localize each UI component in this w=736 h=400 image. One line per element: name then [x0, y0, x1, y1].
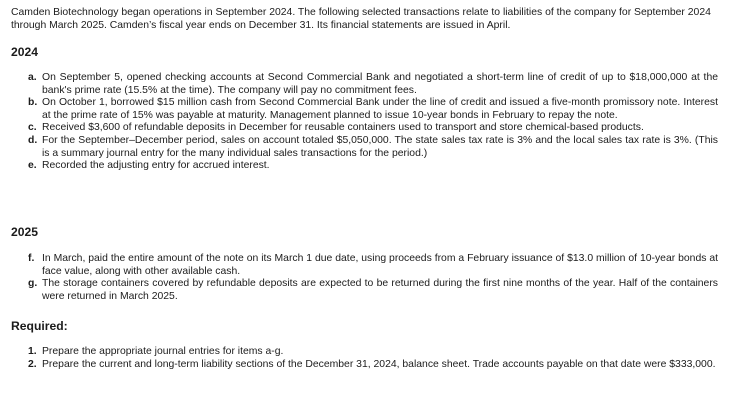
list-item-b [0, 97, 736, 122]
item-text: Prepare the current and long-term liability sections of the December 31, 2024, balance sheet. Trade accounts payable on that date were $333,000. [42, 358, 716, 370]
item-marker: c. [28, 122, 37, 134]
item-marker: 2. [28, 358, 37, 370]
item-text: On October 1, borrowed $15 million cash from Second Commercial Bank under the line of credit and issued a five-month promissory note. Interest at the prime rate of 15% was payable at maturity. Management planned to issue 10-year bonds in February to repay the note. [42, 97, 718, 121]
list-item-c [0, 122, 736, 135]
item-text: Recorded the adjusting entry for accrued interest. [42, 160, 270, 172]
list-item-g [0, 278, 736, 303]
item-marker: e. [28, 160, 37, 172]
item-text: On September 5, opened checking accounts at Second Commercial Bank and negotiated a short-term line of credit of up to $18,000,000 at the bank's prime rate (15.5% at the time). The company will pay no commitment fees. [42, 72, 718, 96]
list-item-f [0, 253, 736, 278]
heading-required: Required: [11, 319, 68, 333]
item-text: The storage containers covered by refundable deposits are expected to be returned during the first nine months of the year. Half of the containers were returned in March 2025. [42, 278, 718, 302]
item-marker: g. [28, 278, 38, 290]
item-marker: 1. [28, 346, 37, 357]
item-text: Received $3,600 of refundable deposits in December for reusable containers used to transport and store chemical-based products. [42, 122, 644, 134]
item-text: For the September–December period, sales on account totaled $5,050,000. The state sales tax rate is 3% and the local sales tax rate is 3%. (This is a summary journal entry for the many individual sales transactions for the period.) [42, 134, 718, 159]
heading-2024: 2024 [11, 45, 39, 59]
item-marker: d. [28, 134, 38, 146]
list-item-d [0, 135, 736, 160]
intro-paragraph: Camden Biotechnology began operations in September 2024. The following selected transactions relate to liabilities of the company for September 2024 through March 2025. Camden’s fiscal year ends on December 31. Its financial statements are issued in April. [11, 7, 711, 31]
list-required [0, 346, 736, 371]
list-2024 [0, 72, 736, 173]
list-item-1 [0, 346, 736, 359]
heading-2025: 2025 [11, 225, 39, 239]
list-item-e [0, 160, 736, 173]
item-marker: f. [28, 253, 35, 264]
item-text: In March, paid the entire amount of the note on its March 1 due date, using proceeds from a February issuance of $13.0 million of 10-year bonds at face value, along with other available cash. [42, 253, 718, 277]
item-text: Prepare the appropriate journal entries for items a-g. [42, 346, 284, 357]
item-marker: a. [28, 72, 37, 83]
list-2025 [0, 253, 736, 303]
list-item-2 [0, 359, 736, 372]
list-item-a [0, 72, 736, 97]
item-marker: b. [28, 97, 38, 109]
